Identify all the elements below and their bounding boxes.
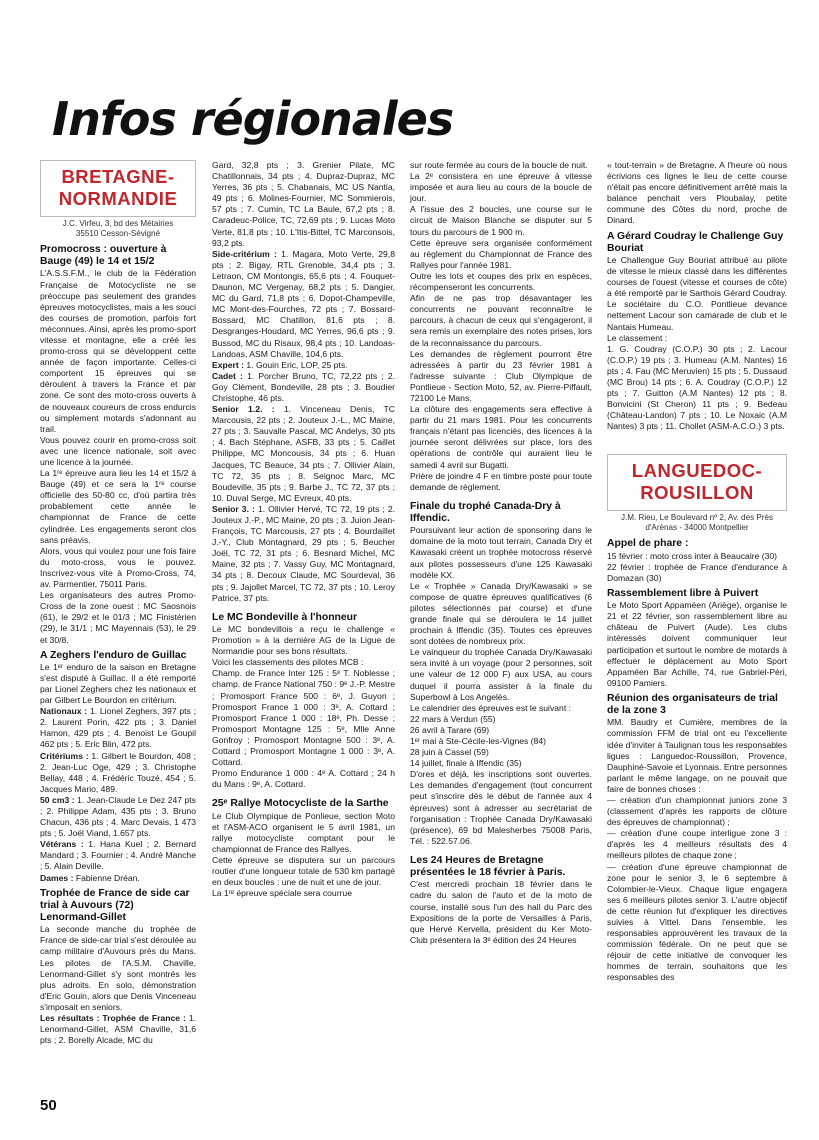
region-address — [40, 219, 196, 239]
results-label: Side-critérium : — [212, 248, 277, 259]
results-text: 1. Lionel Zeghers, 397 pts ; 2. Laurent Porin, 422 pts ; 3. Daniel Hamon, 429 pts ; 4. Benoist Le Goupil 462 pts ; 5. Eric Blin, 472 pts. — [40, 706, 196, 750]
article-subheading: Lenormand-Gillet — [40, 912, 127, 924]
calendar-item: 14 juillet, finale à Iffendic (35) — [410, 758, 522, 769]
article-heading: 25ᵉ Rallye Motocycliste de la Sarthe — [212, 798, 389, 810]
results-label: Cadet : — [212, 370, 243, 381]
results-paragraph — [40, 1013, 196, 1046]
paragraph: Les organisateurs des autres Promo-Cross de la zone ouest : MC Saosnois (61), le 29/2 et le 01/3 ; MC Finistérien (29), le 31/1 ; MC Mayennais (53), le 29 et 30/8. — [40, 590, 196, 645]
paragraph: MM. Baudry et Cumière, membres de la commission FFM de trial ont eu l'excellente idée d'inviter à Taulignan tous les responsables ligues : Languedoc-Roussillon, Provence, Dauphiné-Savoie et Lyonnais. Entre personnes parlant le même langage, on ne pouvait que faire de bonnes choses : — [607, 717, 787, 794]
paragraph: L'A.S.S.F.M., le club de la Fédération Française de Motocycliste ne se préoccupe pas seulement des grandes épreuves motocyclistes, mais a les souci des courses de promotion, parfois fort méconnues. Ainsi, après les promo-sport vitesse et montagne, elle a créé les promo-cross qui se développent cette année de façon importante. Celles-ci comportent 15 épreuves qui se déroulent à travers la France et par zone. Ce sont des moto-cross ouverts à de nouveaux coureurs de cross endurcis ou simplement motards s'adonnant au trail. — [40, 268, 196, 434]
region-header-languedoc — [607, 454, 787, 511]
paragraph: — création d'une épreuve championnat de zone pour le senior 3, le 6 septembre à Colombier-le-Vieux. Chaque ligue engagera ses 6 meilleurs pilotes senior 3. L'autre objectif de cette réunion fut d'expliquer les directives suivies à Vittel. Dans l'ensemble, les responsables approuvèrent les travaux de la commission fédérale. On ne peut que se réjouir de cette initiative de convoquer les hommes de terrain, souhaitons que les responsables des — [607, 861, 787, 983]
paragraph: Le Club Olympique de Ponlieue, section Moto et l'ASM-ACO organisent le 5 avril 1981, un rallye motocycliste comptant pour le championnat de France des Rallyes. — [212, 810, 395, 854]
region-name-line2: ROUSILLON — [640, 482, 754, 504]
paragraph: Cette épreuve se disputera sur un parcours routier d'une longueur totale de 530 km partagé en deux boucles : une de nuit et une de jour. — [212, 854, 395, 888]
results-paragraph — [212, 371, 395, 404]
results-text: 1. Jean-Claude Le Dez 247 pts ; 2. Philippe Adam, 435 pts ; 3. Bruno Chacun, 436 pts ; 4. Marc Devais, 1 473 pts ; 5. Joël Viand, 1.657 pts. — [40, 794, 196, 839]
article-heading: A Zeghers l'enduro de Guillac — [40, 649, 187, 661]
results-label: Critériums : — [40, 750, 89, 761]
results-label: Les résultats : Trophée de France : — [40, 1013, 186, 1024]
paragraph: La 2ᵉ consistera en une épreuve à vitesse imposée et aura lieu au cours de la boucle de jour. — [410, 171, 592, 204]
paragraph: — création d'un championnat juniors zone 3 (classement d'après les rapports de clôture des épreuves de championnat) ; — [607, 794, 787, 828]
address-line2: 35510 Cesson-Sévigné — [75, 229, 161, 238]
paragraph: C'est mercredi prochain 18 février dans le cadre du salon de l'auto et de la moto de course, installé sous l'un des hall du Parc des Expositions de la porte de Versailles à Paris, que Hervé Kervella, président du Ker Moto-Club présentera la 3ᵉ édition des 24 Heures — [410, 879, 592, 945]
article-heading: Rassemblement libre à Puivert — [607, 587, 759, 599]
results-text: 1. Porcher Bruno, TC, 72,22 pts ; 2. Goy Clément, Bondeville, 28 pts ; 3. Boudier Christophe, 46 pts. — [212, 370, 395, 403]
article-heading: Le MC Bondeville à l'honneur — [212, 611, 358, 623]
paragraph: Le Moto Sport Appaméen (Ariège), organise le 21 et 22 février, son rassemblement libre au château de Puivert (Aude). Les clubs intéressés doivent communiquer leur participation et surtout le nombre de motards à effectuer le déplacement au Moto Sport Appaméen Bar Achille, 74, rue Gabriel-Péri, 09100 Pamiers. — [607, 600, 787, 688]
paragraph: Voici les classements des pilotes MCB : — [212, 657, 364, 668]
results-paragraph — [212, 249, 395, 360]
results-text: 1. Lenormand-Gillet, ASM Chaville, 31,6 pts ; 2. Borelly Alcade, MC du — [40, 1013, 196, 1046]
paragraph: Le MC bondevillois a reçu le challenge « Promotion » à la dernière AG de la Ligue de Normandie pour ses bons résultats. — [212, 623, 395, 657]
results-paragraph — [212, 504, 395, 604]
article-heading: Promocross : ouverture à Bauge (49) le 14 et 15/2 — [40, 244, 167, 268]
article-heading: Trophée de France de side car trial à Auvours (72) — [40, 887, 190, 911]
paragraph: Le classement : — [607, 332, 668, 343]
column-2 — [212, 160, 395, 899]
region-header-bretagne — [40, 160, 196, 217]
paragraph: 22 février : trophée de France d'endurance à Domazan (30) — [607, 561, 787, 583]
results-label: Senior 3. : — [212, 503, 255, 514]
column-3 — [410, 160, 592, 946]
article-heading: Réunion des organisateurs de trial de la zone 3 — [607, 692, 778, 717]
results-paragraph — [212, 360, 395, 371]
results-paragraph — [40, 839, 196, 872]
paragraph: sur route fermée au cours de la boucle de nuit. — [410, 160, 588, 170]
paragraph: Le 1ᵉʳ enduro de la saison en Bretagne s'est disputé à Guillac. Il a été remporté par Lionel Zeghers chez les nationaux et par Gilbert Le Bourdon en critérium. — [40, 661, 196, 706]
paragraph: Les demandes de règlement pourront être adressées à partir du 23 février 1981 à l'adresse suivante : Club Olympique de Pontlieue - Section Moto, 52, av. Pierre-Piffault, 72100 Le Mans. — [410, 348, 592, 403]
address-line1: J.M. Rieu, Le Boulevard nº 2, Av. des Près — [620, 513, 774, 523]
results-paragraph — [212, 404, 395, 504]
calendar-item: 1ᵉʳ mai à Ste-Cécile-les-Vignes (84) — [410, 736, 546, 746]
paragraph: — création d'une coupe interligue zone 3 : d'après les 4 meilleurs résultats des 4 meilleurs pilotes de chaque zone ; — [607, 828, 787, 861]
paragraph: Poursuivant leur action de sponsoring dans le domaine de la moto tout terrain, Canada Dry et Kawasaki créent un trophée motocross réservé aux pilotes possesseurs d'une 125 Kawasaki modèle KX. — [410, 525, 592, 580]
paragraph: Vous pouvez courir en promo-cross soit avec une licence nationale, soit avec une licence à la journée. — [40, 434, 196, 467]
results-paragraph — [40, 795, 196, 839]
paragraph: Outre les lots et coupes des prix en espèces, récompenseront les concurrents. — [410, 270, 592, 293]
results-label: 50 cm3 : — [40, 794, 75, 805]
paragraph: 1. G. Coudray (C.O.P.) 30 pts ; 2. Lacour (C.O.P.) 19 pts ; 3. Humeau (A.M. Nantes) 16 pts ; 4. Fau (MC Meruvien) 15 pts ; 5. Dussaud (MC Brou) 14 pts ; 6. A. Coudray (C.O.P.) 12 pts ; 7. Guitton (A.M Nantes) 12 pts ; 8. Bonvicini (St Cheron) 11 pts ; 9. Bedeau (Château-Landon) 7 pts ; 10. Le Noxaic (A.M Nantes) 3 pts ; 11. Chollet (ASM-A.C.O.) 3 pts. — [607, 343, 787, 432]
region-address — [607, 513, 787, 533]
results-text: 1. Vinceneau Denis, TC Marcousis, 22 pts ; 2. Jouteux J.-L., MC Maine, 27 pts ; 3. Sauvalle Pascal, MC Andelys, 30 pts ; 4. Bach Stéphane, ASFB, 33 pts ; 5. Caillet Philippe, MC Moncousis, 34 pts ; 6. Huan Jacques, TC Beauce, 34 pts ; 7. Ollivier Alain, TC 72, 35 pts ; 8. Seignoc Marc, MC Boudeville, 35 pts ; 9. Barbe J., TC 72, 37 pts ; 10. Duval Serge, MC Evreux, 40 pts. — [212, 404, 395, 503]
paragraph: Champ. de France Inter 125 : 5ᵉ T. Noblesse ; champ. de France National 750 : 9ᵉ J.-P. Mestre ; Promosport France 500 : 6ᵉ, J. Guyon ; Promosport France 1 000 : 3ᵉ, A. Cottard ; Promosport France 1 000 : 18ᵉ, Ph. Desse ; Promosport Montagne 125 : 5ᵉ, Mlle Anne Gonfroy ; Promosport Montagne 500 : 3ᵉ, A. Cottard ; Promosport Montagne 1 000 : 3ᵉ, A. Cottard. — [212, 668, 395, 768]
page-number: 50 — [40, 1097, 57, 1114]
results-label: Vétérans : — [40, 839, 84, 850]
paragraph: « tout-terrain » de Bretagne. A l'heure où nous écrivions ces lignes le lieu de cette course n'était pas encore définitivement arrêté mais la balance penchait vers Ploubalay, petite commune des Côtes du nord, proche de Dinard. — [607, 160, 787, 226]
results-paragraph — [40, 873, 196, 884]
paragraph: Prière de joindre 4 F en timbre poste pour toute demande de règlement. — [410, 470, 592, 492]
article-heading: Appel de phare : — [607, 538, 689, 550]
results-label: Expert : — [212, 359, 244, 370]
paragraph: Cette épreuve sera organisée conformément au règlement du Championnat de France des Rallyes pour l'année 1981. — [410, 237, 592, 270]
paragraph: Le « Trophée » Canada Dry/Kawasaki » se compose de quatre épreuves qualificatives (6 pilotes sélectionnés par course) et d'une grande finale qui se déroulera le 14 juillet prochain à Iffendic (35). Toutes ces épreuves sont dotées de nombreux prix. — [410, 580, 592, 647]
paragraph: La clôture des engagements sera effective à partir du 21 mars 1981. Pour les concurrents français n'étant pas licenciés, des licences à la journée seront délivrées sur place, lors des opérations de contrôle qui auraient lieu le samedi 4 avril sur Bugatti. — [410, 404, 592, 470]
paragraph: Le calendrier des épreuves est le suivant : — [410, 702, 571, 713]
calendar-item: 28 juin à Cassel (59) — [410, 747, 489, 758]
paragraph: Gard, 32,8 pts ; 3. Grenier Pilate, MC Chatillonnais, 34 pts ; 4. Dupraz-Dupraz, MC Yerres, 36 pts ; 5. Chabanais, MC US Nantia, 49 pts ; 6. Molines-Fournier, MC Sommierois, 57 pts ; 7. Cumin, TC La Baule, 67,2 pts ; 8. Caradeuc-Police, TC, 72,69 pts ; 9. Lucas Moto Verte, 81,8 pts ; 10. L'Itis-Bittel, TC Marconsois, 93,2 pts. — [212, 160, 395, 248]
paragraph: Promo Endurance 1 000 : 4ᵉ A. Cottard ; 24 h du Mans : 9ᵉ, A. Cottard. — [212, 768, 395, 790]
region-name-line2: NORMANDIE — [58, 188, 178, 209]
page-title: Infos régionales — [52, 92, 454, 146]
paragraph: La 1ʳᵉ épreuve aura lieu les 14 et 15/2 à Bauge (49) et ce sera la 1ʳᵉ course officielle des 50-80 cc, d'où partira très probablement cette année le championnat de France de cette cylindrée. Les engagements seront clos sans préavis. — [40, 468, 196, 545]
paragraph: D'ores et déjà, les inscriptions sont ouvertes. Les demandes d'engagement (tout concurrent peut s'inscrire dès le début de l'année aux 4 épreuves) sont à adresser au secrétariat de l'organisation : Trophée Canada Dry/Kawasaki (présence), 69 bd Malesherbes 75008 Paris, Tél. : 522.57.06. — [410, 769, 592, 846]
paragraph: 15 février : moto cross inter à Beaucaire (30) — [607, 550, 778, 561]
paragraph: Le Challengue Guy Bouriat attribué au pilote de vitesse le mieux classé dans les différentes courses de l'ouest (vitesse et courses de côte) a été remporté par le Sarthois Gérard Coudray. Le sociétaire du C.O. Pontlieue devance nettement Lacour son camarade de club et le Nantais Humeau. — [607, 254, 787, 332]
paragraph: La seconde manche du trophée de France de side-car trial s'est déroulée au camp militaire d'Auvours près du Mans. Les pilotes de l'A.S.M. Chaville, Lenormand-Gillet s'y sont montrés les plus adroits. En solo, démonstration d'Eric Gouin, alors que Denis Vinceneau s'imposait en seniors. — [40, 924, 196, 1012]
region-name-line1: BRETAGNE- — [61, 166, 175, 187]
results-label: Nationaux : — [40, 706, 88, 717]
paragraph: La 1ʳᵉ épreuve spéciale sera courrue — [212, 888, 352, 899]
paragraph: Le vainqueur du trophée Canada Dry/Kawasaki sera invité à un voyage (pour 2 personnes, soit une valeur de 12 000 F) aux USA, au cours duquel il pourra assister à la finale du Superbowl à Los Angelès. — [410, 647, 592, 702]
results-paragraph — [40, 706, 196, 750]
results-text: Fabienne Dréan. — [73, 872, 140, 883]
column-1 — [40, 160, 196, 1046]
paragraph: Alors, vous qui voulez pour une fois faire du moto-cross, vous le pouvez. Inscrivez-vous vite à Promo-Cross, 74, av. Parmentier, 75011 Paris. — [40, 545, 196, 590]
column-4 — [607, 160, 787, 984]
article-heading: Finale du trophé Canada-Dry à Iffendic. — [410, 500, 561, 525]
calendar-item: 22 mars à Verdun (55) — [410, 713, 496, 724]
article-heading: A Gérard Coudray le Challenge Guy Bouriat — [607, 230, 784, 254]
results-text: 1. Ollivier Hervé, TC 72, 19 pts ; 2. Jouteux J.-P., MC Maine, 20 pts ; 3. Juion Jean-François, TC Marcousis, 27 pts ; 4. Bourdaillet J.-Y., Club Montagnard, 29 pts ; 5. Beucher Joël, TC 72, 31 pts ; 6. Besnard Michel, MC Maine, 32 pts ; 7. Vassy Guy, MC Montagnard, 34 pts ; 8. Decoux Claude, MC Sourdeval, 36 pts ; 9. Jajollet Marcel, TC 72, 37 pts ; 10. Leroy Patrice, 37 pts. — [212, 503, 395, 603]
results-text: 1. Gilbert le Bourdon, 408 ; 2. Jean-Luc Oge, 429 ; 3. Christophe Bellay, 448 ; 4. Frédéric Touzé, 454 ; 5. Jacques Mario, 489. — [40, 750, 196, 794]
results-label: Dames : — [40, 872, 74, 883]
results-text: 1. Hana Kuel ; 2. Bernard Mandard ; 3. Fournier ; 4. André Manche ; 5. Alain Deville. — [40, 839, 196, 872]
region-name-line1: LANGUEDOC- — [631, 460, 763, 482]
paragraph: A l'issue des 2 boucles, une course sur le circuit de Maison Blanche se disputer sur 5 tours du parcours de 1 900 m. — [410, 204, 592, 237]
results-text: 1. Gouin Eric, LOP, 25 pts. — [244, 359, 348, 370]
results-text: 1. Magara, Moto Verte, 29,8 pts ; 2. Bigay, RTL Grenoble, 34,4 pts ; 3. Letraon, CM Montongis, 65,6 pts ; 4. Fouquet-Daunon, MC Vergenay, 68,2 pts ; 5. Dangier, MC du Gard, 71,8 pts ; 6. Dopot-Champeville, MC Mont-des-Fourches, 72 pts ; 7. Bossard-Bossard, MC Chatillon, 81,6 pts ; 8. Desgranges-Houdard, MC Yerres, 96,6 pts ; 9. Bussod, MC du Risaux, 98,4 pts ; 10. Landoas-Landoas, ASM Chaville, 104,6 pts. — [212, 248, 395, 359]
results-label: Senior 1.2. : — [212, 404, 275, 415]
calendar-item: 26 avril à Tarare (69) — [410, 724, 490, 735]
paragraph: Afin de ne pas trop désavantager les concurrents ne pouvant reconnaître le parcours, à chacun de ceux qui s'engageront, il sera remis un exemplaire des notes prises, lors de la reconnaissance du parcours. — [410, 293, 592, 348]
address-line2: d'Arènas - 34000 Montpellier — [645, 523, 749, 533]
address-line1: J.C. Virfeu, 3, bd des Métairies — [62, 219, 174, 228]
article-heading: Les 24 Heures de Bretagne présentées le 18 février à Paris. — [410, 854, 566, 879]
results-paragraph — [40, 751, 196, 795]
